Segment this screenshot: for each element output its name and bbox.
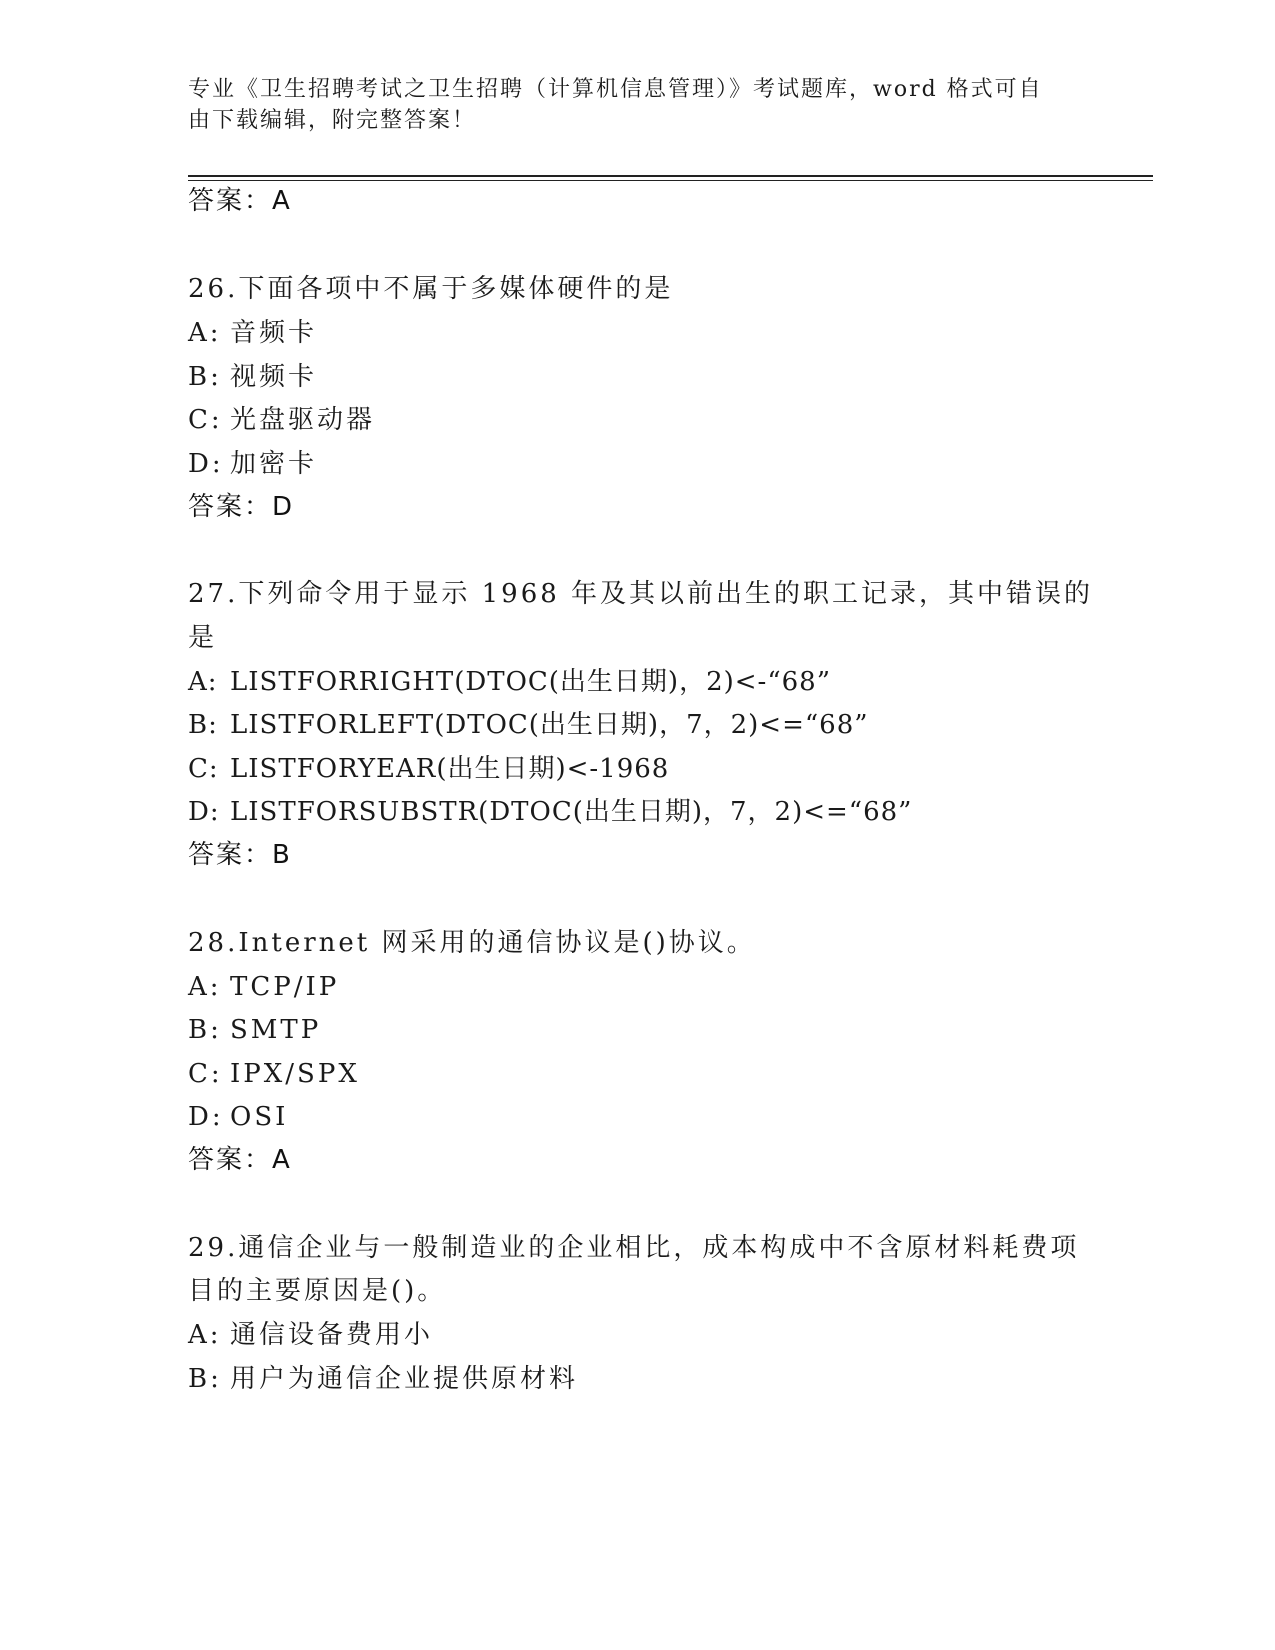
question-27-stem-line-1: 27.下列命令用于显示 1968 年及其以前出生的职工记录，其中错误的 <box>188 579 1094 609</box>
question-28-option-c <box>188 1057 360 1091</box>
question-29-option-b <box>188 1362 578 1396</box>
option-label: B: <box>188 710 218 740</box>
prev-answer: 答案：A <box>188 186 292 216</box>
question-26-answer: 答案：D <box>188 492 295 522</box>
header-rule-thick <box>188 175 1153 177</box>
option-text: SMTP <box>230 1015 322 1045</box>
option-text: 加密卡 <box>230 449 318 479</box>
option-text: LISTFORSUBSTR(DTOC(出生日期)，7，2)<=“68” <box>230 797 913 827</box>
question-26-option-d <box>188 447 317 481</box>
question-28-option-d <box>188 1100 288 1134</box>
option-text: IPX/SPX <box>230 1059 360 1089</box>
question-26-option-b <box>188 360 317 394</box>
option-label: A: <box>188 1320 222 1350</box>
option-label: A: <box>188 318 222 348</box>
option-label: B: <box>188 362 222 392</box>
header-line-2: 由下载编辑，附完整答案！ <box>188 108 477 133</box>
option-text: TCP/IP <box>230 972 340 1002</box>
question-27-stem-line-2: 是 <box>188 623 218 653</box>
header-line-1: 专业《卫生招聘考试之卫生招聘（计算机信息管理）》考试题库，word 格式可自 <box>188 77 1043 102</box>
option-text: 音频卡 <box>230 318 318 348</box>
option-text: 视频卡 <box>230 362 318 392</box>
option-label: B: <box>188 1015 222 1045</box>
question-27-option-b <box>188 708 869 742</box>
option-text: LISTFORYEAR(出生日期)<-1968 <box>230 754 670 784</box>
option-label: D: <box>188 797 220 827</box>
option-label: D: <box>188 449 224 479</box>
question-28-option-a <box>188 970 339 1004</box>
option-label: C: <box>188 1059 223 1089</box>
option-label: D: <box>188 1102 224 1132</box>
question-27-option-a <box>188 665 831 699</box>
question-29-stem-line-1: 29.通信企业与一般制造业的企业相比，成本构成中不含原材料耗费项 <box>188 1233 1080 1263</box>
question-27-option-d <box>188 795 912 829</box>
question-27-option-c <box>188 752 669 786</box>
header-rule-thin <box>188 180 1153 181</box>
option-label: B: <box>188 1364 222 1394</box>
option-text: 通信设备费用小 <box>230 1320 434 1350</box>
option-text: 用户为通信企业提供原材料 <box>230 1364 579 1394</box>
question-29-stem-line-2: 目的主要原因是()。 <box>188 1276 447 1306</box>
question-26-option-c <box>188 403 375 437</box>
question-26-option-a <box>188 316 317 350</box>
option-text: 光盘驱动器 <box>230 405 376 435</box>
document-header <box>188 74 1068 136</box>
option-label: C: <box>188 405 223 435</box>
question-28-option-b <box>188 1013 321 1047</box>
question-26-stem: 26.下面各项中不属于多媒体硬件的是 <box>188 274 674 304</box>
option-text: LISTFORLEFT(DTOC(出生日期)，7，2)<=“68” <box>230 710 869 740</box>
option-text: LISTFORRIGHT(DTOC(出生日期)，2)<-“68” <box>230 667 832 697</box>
question-29-option-a <box>188 1318 433 1352</box>
question-27-answer: 答案：B <box>188 840 292 870</box>
question-28-answer: 答案：A <box>188 1145 292 1175</box>
question-28-stem: 28.Internet 网采用的通信协议是()协议。 <box>188 928 756 958</box>
option-label: C: <box>188 754 219 784</box>
option-label: A: <box>188 972 222 1002</box>
option-text: OSI <box>230 1102 289 1132</box>
option-label: A: <box>188 667 218 697</box>
